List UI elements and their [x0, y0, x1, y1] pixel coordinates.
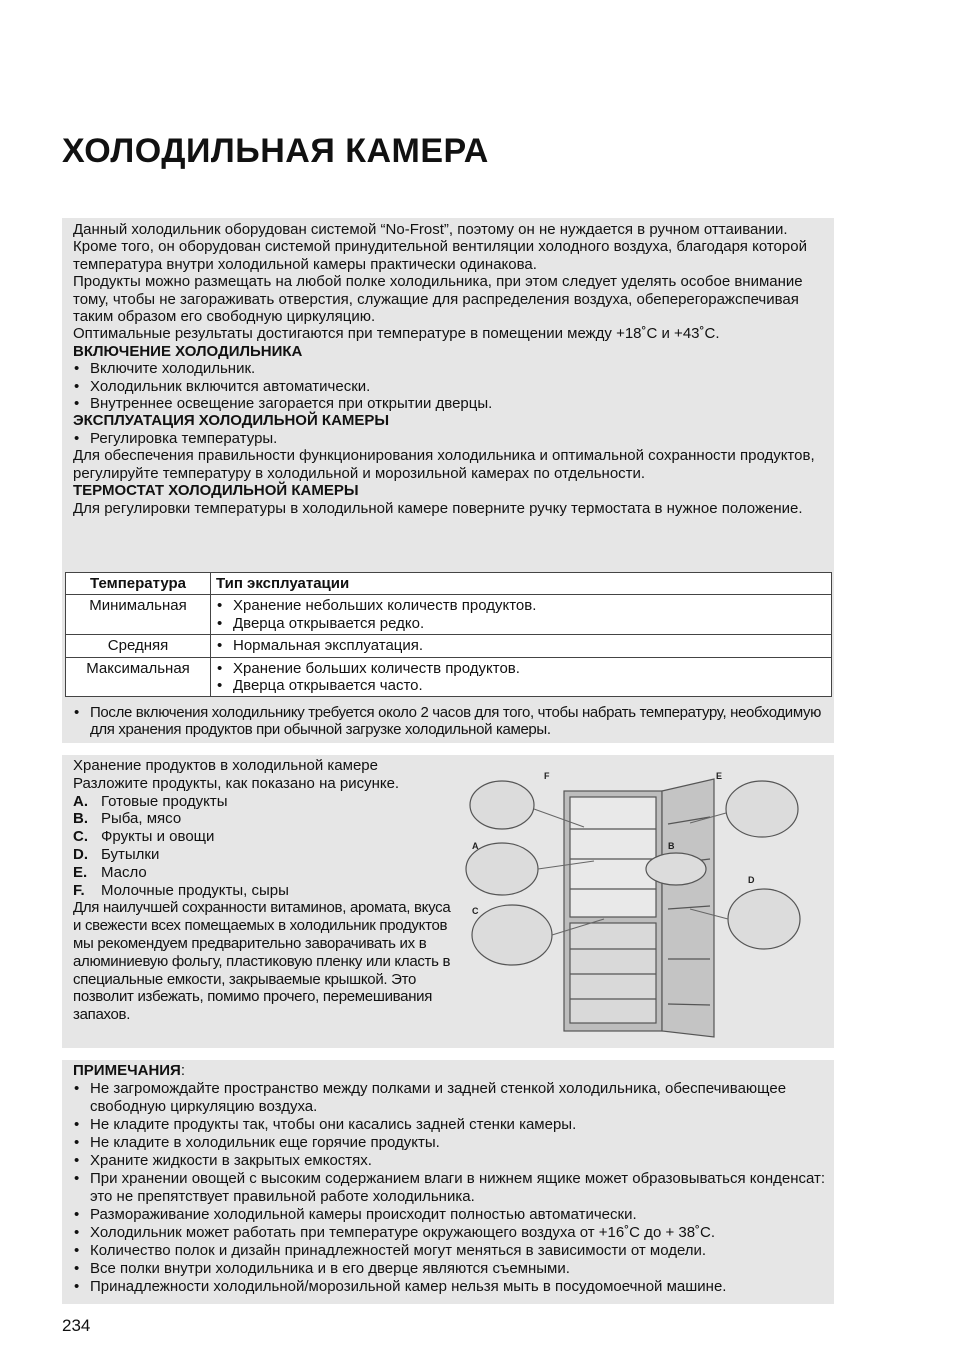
storage-item [73, 793, 453, 811]
notes-section [62, 1060, 834, 1304]
page-number: 234 [62, 1316, 91, 1335]
figure-label-e: E [716, 771, 723, 781]
storage-label: Готовые продукты [101, 792, 228, 810]
temperature-cell: Минимальная [66, 595, 211, 635]
operation-text: Для обеспечения правильности функционирования холодильника и оптимальной сохранности продуктов, регулируйте температуру в холодильной и морозильной камерах по отдельности. [73, 447, 815, 482]
list-item: • Количество полок и дизайн принадлежностей могут меняться в зависимости от модели. [73, 1242, 833, 1260]
table-row [66, 635, 832, 657]
figure-label-b: B [668, 841, 675, 851]
list-item: • Не кладите продукты так, чтобы они касались задней стенки камеры. [73, 1116, 833, 1134]
storage-label: Молочные продукты, сыры [101, 881, 289, 899]
temperature-cell: Максимальная [66, 657, 211, 697]
notes-content [73, 1062, 833, 1296]
switch-on-heading: ВКЛЮЧЕНИЕ ХОЛОДИЛЬНИКА [73, 342, 303, 360]
thermostat-text: Для регулировки температуры в холодильной камере поверните ручку термостата в нужное положение. [73, 499, 803, 517]
list-item: • Холодильник может работать при температуре окружающего воздуха от +16˚C до + 38˚C. [73, 1224, 833, 1242]
operation-list [73, 430, 833, 447]
list-item: • Все полки внутри холодильника и в его дверце являются съемными. [73, 1260, 833, 1278]
list-item: • Не загромождайте пространство между полками и задней стенкой холодильника, обеспечивающее свободную циркуляцию воздуха. [73, 1080, 833, 1116]
intro-section [62, 218, 834, 743]
table-row [66, 595, 832, 635]
list-item: • Включите холодильник. [73, 360, 833, 377]
list-item: • Регулировка температуры. [73, 430, 833, 447]
list-item: • Хранение небольших количеств продуктов. [216, 597, 826, 614]
fridge-illustration [464, 769, 804, 1039]
figure-label-d: D [748, 875, 755, 885]
storage-label: Бутылки [101, 845, 160, 863]
list-item: • Храните жидкости в закрытых емкостях. [73, 1152, 833, 1170]
storage-item [73, 810, 453, 828]
page-title: ХОЛОДИЛЬНАЯ КАМЕРА [62, 132, 489, 170]
storage-letter: E. [73, 863, 88, 881]
mode-cell [211, 595, 832, 635]
list-item: • Нормальная эксплуатация. [216, 637, 826, 654]
storage-item [73, 828, 453, 846]
intro-paragraph: Данный холодильник оборудован системой “No-Frost”, поэтому он не нуждается в ручном оттаивании. [73, 221, 788, 238]
list-item: • Размораживание холодильной камеры происходит полностью автоматически. [73, 1206, 833, 1224]
column-header-temperature: Температура [66, 573, 211, 595]
storage-section [62, 755, 834, 1048]
table-header-row [66, 573, 832, 595]
intro-paragraph: Оптимальные результаты достигаются при температуре в помещении между +18˚C и +43˚C. [73, 325, 720, 343]
list-item: • При хранении овощей с высоким содержанием влаги в нижнем ящике может образовываться конденсат: это не препятствует правильной работе холодильника. [73, 1170, 833, 1206]
list-item: • Хранение больших количеств продуктов. [216, 660, 826, 677]
storage-text [73, 757, 453, 1024]
mode-cell [211, 635, 832, 657]
column-header-mode: Тип эксплуатации [211, 573, 832, 595]
table-row [66, 657, 832, 697]
mode-cell [211, 657, 832, 697]
thermostat-heading: ТЕРМОСТАТ ХОЛОДИЛЬНОЙ КАМЕРЫ [73, 482, 359, 500]
operation-heading: ЭКСПЛУАТАЦИЯ ХОЛОДИЛЬНОЙ КАМЕРЫ [73, 412, 390, 430]
intro-text [73, 221, 833, 517]
figure-label-f: F [544, 771, 550, 781]
list-item: • Дверца открывается часто. [216, 677, 826, 694]
storage-title: Хранение продуктов в холодильной камере [73, 757, 378, 774]
temperature-table [65, 572, 832, 697]
figure-label-c: C [472, 906, 479, 916]
storage-letter: A. [73, 792, 88, 810]
storage-letter: D. [73, 845, 88, 863]
fridge-body [564, 779, 714, 1037]
storage-letter: C. [73, 828, 88, 846]
switch-on-list [73, 360, 833, 412]
list-item: • Дверца открывается редко. [216, 615, 826, 632]
storage-instruction: Разложите продукты, как показано на рисунке. [73, 774, 400, 792]
temperature-cell: Средняя [66, 635, 211, 657]
storage-item [73, 846, 453, 864]
storage-label: Масло [101, 863, 147, 881]
storage-letter: B. [73, 810, 88, 828]
storage-item [73, 864, 453, 882]
notes-list [73, 1080, 833, 1296]
list-item: • Принадлежности холодильной/морозильной камер нельзя мыть в посудомоечной машине. [73, 1278, 833, 1296]
list-item: • Внутреннее освещение загорается при открытии дверцы. [73, 395, 833, 412]
storage-item [73, 882, 453, 900]
storage-label: Рыба, мясо [101, 810, 182, 828]
list-item: • После включения холодильнику требуется около 2 часов для того, чтобы набрать температуру, необходимую для хранения продуктов при обычной загрузке холодильной камеры. [73, 704, 833, 739]
storage-label: Фрукты и овощи [101, 828, 215, 846]
storage-advice: Для наилучшей сохранности витаминов, аромата, вкуса и свежести всех помещаемых в холодильник продуктов мы рекомендуем предварительно заворачивать их в алюминиевую фольгу, пластиковую пленку или класть в специальные емкости, закрываемые крышкой. Это позволит избежать, помимо прочего, перемешивания запахов. [73, 899, 451, 1024]
intro-paragraph: Продукты можно размещать на любой полке холодильника, при этом следует уделять особое внимание тому, чтобы не загораживать отверстия, служащие для распределения воздуха, обеперегоражспечивая таким образом его свободную циркуляцию. [73, 273, 803, 326]
storage-letter: F. [73, 881, 85, 899]
figure-label-a: A [472, 841, 479, 851]
table-note [73, 704, 833, 739]
notes-heading: ПРИМЕЧАНИЯ [73, 1062, 181, 1079]
notes-colon: : [180, 1062, 186, 1079]
list-item: • Не кладите в холодильник еще горячие продукты. [73, 1134, 833, 1152]
intro-paragraph: Кроме того, он оборудован системой принудительной вентиляции холодного воздуха, благодаря которой температура внутри холодильной камеры практически одинакова. [73, 238, 807, 273]
list-item: • Холодильник включится автоматически. [73, 378, 833, 395]
